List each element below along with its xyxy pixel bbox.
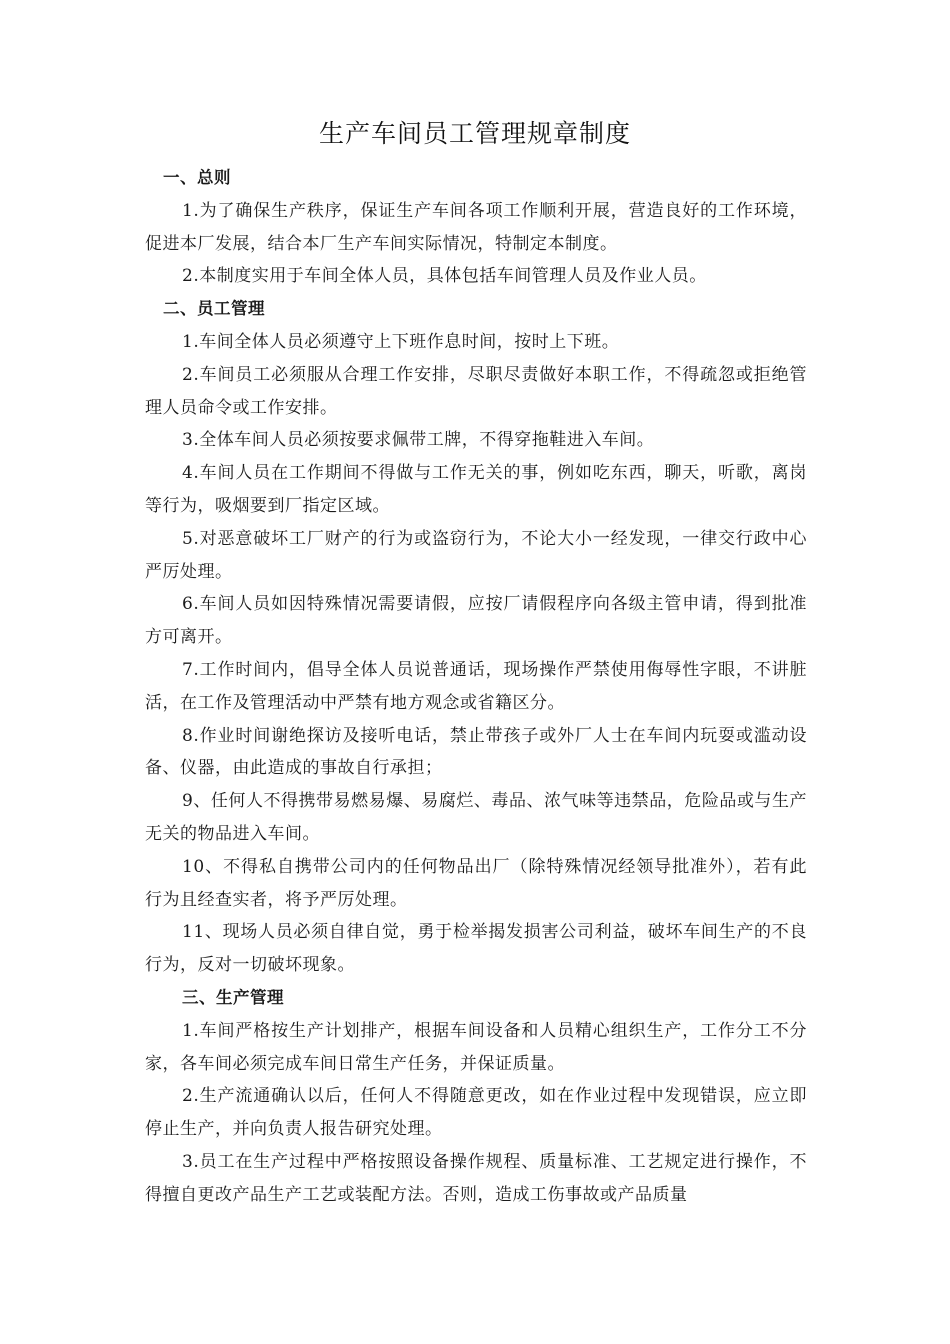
paragraph: 8.作业时间谢绝探访及接听电话，禁止带孩子或外厂人士在车间内玩耍或滥动设备、仪器，由此造成的事故自行承担； (145, 725, 807, 779)
document-body (145, 162, 807, 1212)
paragraph: 11、现场人员必须自律自觉，勇于检举揭发损害公司利益，破坏车间生产的不良行为，反对一切破坏现象。 (145, 922, 807, 976)
section-heading: 一、总则 (163, 168, 231, 187)
paragraph: 10、不得私自携带公司内的任何物品出厂（除特殊情况经领导批准外），若有此行为且经查实者，将予严厉处理。 (145, 856, 807, 910)
paragraph: 9、任何人不得携带易燃易爆、易腐烂、毒品、浓气味等违禁品，危险品或与生产无关的物品进入车间。 (145, 791, 807, 844)
paragraph: 2.生产流通确认以后，任何人不得随意更改，如在作业过程中发现错误，应立即停止生产，并向负责人报告研究处理。 (145, 1086, 807, 1140)
paragraph: 1.车间严格按生产计划排产，根据车间设备和人员精心组织生产，工作分工不分家，各车间必须完成车间日常生产任务，并保证质量。 (145, 1020, 807, 1074)
section-heading: 三、生产管理 (182, 987, 284, 1007)
paragraph: 2.车间员工必须服从合理工作安排，尽职尽责做好本职工作，不得疏忽或拒绝管理人员命令或工作安排。 (145, 364, 807, 418)
paragraph: 1.车间全体人员必须遵守上下班作息时间，按时上下班。 (182, 331, 620, 352)
document-title: 生产车间员工管理规章制度 (318, 119, 631, 148)
paragraph: 2.本制度实用于车间全体人员，具体包括车间管理人员及作业人员。 (182, 266, 707, 287)
paragraph: 7.工作时间内，倡导全体人员说普通话，现场操作严禁使用侮辱性字眼，不讲脏活，在工作及管理活动中严禁有地方观念或省籍区分。 (145, 659, 807, 713)
section-heading: 二、员工管理 (163, 299, 265, 319)
paragraph: 1.为了确保生产秩序，保证生产车间各项工作顺利开展，营造良好的工作环境，促进本厂发展，结合本厂生产车间实际情况，特制定本制度。 (145, 200, 807, 254)
paragraph: 6.车间人员如因特殊情况需要请假，应按厂请假程序向各级主管申请，得到批准方可离开。 (145, 594, 807, 648)
paragraph: 4.车间人员在工作期间不得做与工作无关的事，例如吃东西，聊天，听歌，离岗等行为，吸烟要到厂指定区域。 (145, 463, 807, 516)
paragraph: 3.员工在生产过程中严格按照设备操作规程、质量标准、工艺规定进行操作，不得擅自更改产品生产工艺或装配方法。否则，造成工伤事故或产品质量 (145, 1151, 807, 1205)
paragraph: 5.对恶意破坏工厂财产的行为或盗窃行为，不论大小一经发现，一律交行政中心严厉处理。 (145, 528, 807, 582)
paragraph: 3.全体车间人员必须按要求佩带工牌，不得穿拖鞋进入车间。 (182, 430, 655, 451)
